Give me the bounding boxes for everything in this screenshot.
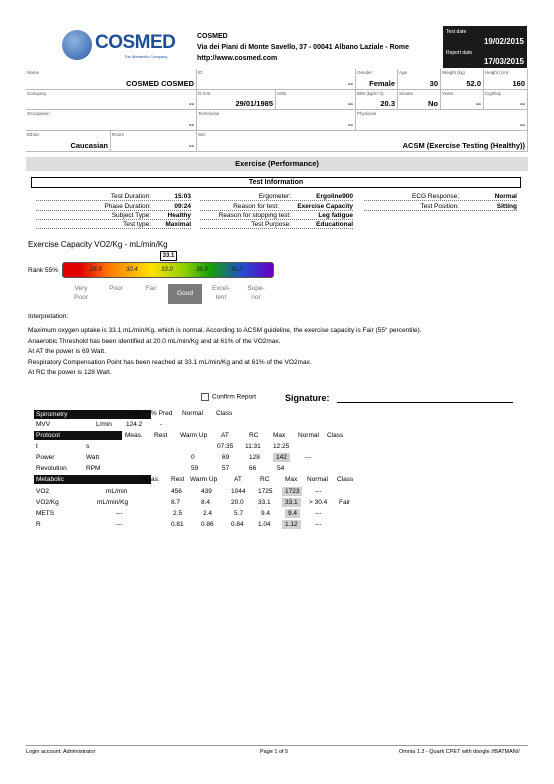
field-id: ID --	[197, 69, 356, 90]
cell: 0.86	[201, 521, 214, 528]
col-header: AT	[221, 432, 229, 439]
company-info	[197, 31, 409, 64]
category-poor: Poor	[109, 285, 123, 292]
cell: 124.2	[126, 421, 143, 428]
report-date: 17/03/2015	[483, 57, 524, 66]
row-name: METS	[36, 510, 55, 517]
cell-class: Fair	[339, 499, 351, 506]
field-ethnic: Ethnic Caucasian	[26, 131, 111, 152]
row-unit: L/min	[96, 421, 112, 428]
spirometry-header: Spirometry	[34, 410, 151, 419]
date-box	[443, 26, 527, 68]
col-header: Rest	[171, 476, 185, 483]
col-header: % Pred	[151, 410, 173, 417]
threshold-label: 33.0	[161, 267, 173, 273]
capacity-marker: 33.1	[160, 251, 177, 261]
cell-max-highlight: 142	[273, 453, 290, 462]
category-very-poor: Very Poor	[74, 285, 88, 301]
field-bmi: BMI (kg/m^2) 20.3	[356, 90, 398, 110]
field-physician: Physician --	[356, 110, 528, 131]
col-header: Normal	[182, 410, 203, 417]
threshold-label: 26.9	[90, 267, 102, 273]
field-dob: D.O.B. 29/01/1985	[197, 90, 276, 110]
cell: 128	[249, 454, 260, 461]
col-header: Warm Up	[190, 476, 218, 483]
cell: 0.84	[231, 521, 244, 528]
logo-subtitle: The Metabolic Company	[124, 54, 168, 59]
row-name: Revolution	[36, 465, 67, 472]
interpretation-line: At AT the power is 69 Watt.	[28, 348, 106, 356]
confirm-report[interactable]	[201, 393, 256, 401]
threshold-label: 30.4	[126, 267, 138, 273]
signature-label: Signature:	[285, 393, 330, 403]
row-name: R	[36, 521, 41, 528]
row-name: VO2	[36, 488, 50, 495]
field-set: Set ACSM (Exercise Testing (Healthy))	[197, 131, 528, 152]
field-ssn: SSN --	[276, 90, 356, 110]
interpretation-label: Interpretation:	[28, 313, 69, 320]
col-header: Meas.	[142, 476, 160, 483]
cell-max-highlight: 1.12	[282, 520, 301, 529]
cell: 59	[191, 465, 199, 472]
cell: ---	[315, 488, 322, 495]
threshold-label: 42.2	[231, 267, 243, 273]
col-header: Pre	[130, 410, 141, 417]
col-header: Max	[273, 432, 286, 439]
test-date: 19/02/2015	[483, 37, 524, 46]
company-name: COSMED	[197, 33, 228, 40]
col-header: RC	[260, 476, 270, 483]
cell: 54	[277, 465, 285, 472]
field-cig-day: Cig/Day --	[484, 90, 528, 110]
cell: ---	[315, 521, 322, 528]
row-unit: ---	[116, 521, 123, 528]
cell: 8.7	[171, 499, 181, 506]
cell: 0.81	[171, 521, 184, 528]
signature-line[interactable]	[337, 402, 513, 403]
test-info-row: ECG Response: Normal	[364, 192, 517, 201]
category-excellent: Excel- lent	[211, 285, 231, 301]
test-info-row: Test Position: Sitting	[364, 202, 517, 211]
cell-max-highlight: 9.4	[285, 509, 300, 518]
field-name: Name COSMED COSMED	[26, 69, 197, 90]
capacity-title: Exercise Capacity VO2/Kg - mL/min/Kg	[28, 240, 168, 249]
company-address: Via dei Piani di Monte Savello, 37 - 00041 Albano Laziale - Rome	[197, 44, 410, 51]
interpretation-line: Anaerobic Threshold has been identified at 20.0 mL/min/Kg and at 61% of the VO2max.	[28, 337, 281, 345]
col-header: Normal	[298, 432, 319, 439]
section-title-bar: Exercise (Performance)	[26, 157, 528, 171]
cell: 66	[249, 465, 257, 472]
cell: -	[160, 421, 163, 428]
company-url: http://www.cosmed.com	[197, 55, 278, 62]
cell: 07:35	[217, 443, 234, 450]
field-age: Age 30	[398, 69, 441, 90]
row-name: t	[36, 443, 38, 450]
col-header: Class	[337, 476, 354, 483]
col-header: Rest	[154, 432, 168, 439]
interpretation-line: Respiratory Compensation Point has been reached at 33.1 mL/min/Kg and at 61% of the VO2max.	[28, 358, 312, 366]
cell: 11:31	[245, 443, 261, 450]
rank-label: Rank 55%	[28, 267, 58, 274]
test-info-title: Test Information	[31, 177, 521, 188]
footer-divider	[26, 745, 528, 746]
cell: 9.4	[261, 510, 271, 517]
cell: 2.4	[203, 510, 213, 517]
field-company: Company --	[26, 90, 197, 110]
category-superior: Supe- rior	[247, 285, 265, 301]
capacity-color-bar	[62, 262, 274, 278]
col-header: Normal	[307, 476, 328, 483]
test-info-row: Subject Type: Healthy	[36, 211, 191, 220]
cell: 1725	[258, 488, 273, 495]
col-header: Class	[216, 410, 233, 417]
report-date-label: Report date	[446, 50, 473, 56]
cell: 8.4	[201, 499, 211, 506]
test-date-label: Test date	[446, 29, 467, 35]
field-gender: Gender Female	[356, 69, 398, 90]
test-info-row: Reason for test: Exercise Capacity	[200, 202, 353, 211]
field-technician: Technician --	[197, 110, 356, 131]
row-unit: mL/min/Kg	[97, 499, 129, 506]
test-info-row: Ergometer: Ergoline900	[200, 192, 353, 201]
threshold-label: 36.9	[196, 267, 208, 273]
cell: ---	[305, 454, 312, 461]
field-weight: Weight (kg) 52.0	[441, 69, 484, 90]
field-occupation: Occupation --	[26, 110, 197, 131]
interpretation-line: Maximum oxygen uptake is 33.1 mL/min/Kg, which is normal. According to ACSM guideline, the exercise capacity is Fair (55° percentile).	[28, 327, 422, 335]
protocol-header: Protocol	[34, 431, 122, 440]
test-info-row: Phase Duration: 09:24	[36, 202, 191, 211]
cell: 69	[222, 454, 230, 461]
row-unit: mL/min	[106, 488, 128, 495]
row-unit: Watt	[86, 454, 100, 461]
row-unit: s	[86, 443, 90, 450]
category-good: Good	[168, 284, 202, 304]
category-fair: Fair	[145, 285, 157, 292]
logo-text: COSMED	[95, 32, 176, 53]
confirm-checkbox[interactable]	[201, 393, 209, 401]
cosmed-logo	[62, 30, 176, 64]
cell: 33.1	[258, 499, 271, 506]
col-header: Warm Up	[180, 432, 208, 439]
cell: 20.0	[231, 499, 244, 506]
cell: 12:25	[273, 443, 290, 450]
cell: 1.04	[258, 521, 271, 528]
col-header: AT	[234, 476, 242, 483]
field-room: Room --	[111, 131, 197, 152]
col-header: Class	[327, 432, 344, 439]
field-smoke: Smoke No	[398, 90, 441, 110]
cell: > 30.4	[309, 499, 328, 506]
globe-logo-icon	[62, 30, 92, 60]
row-name: VO2/Kg	[36, 499, 59, 506]
cell: ---	[315, 510, 322, 517]
footer-software: Omnia 1.3 - Quark CPET with dongle //BATMAN//	[399, 749, 520, 755]
cell-max-highlight: 1723	[282, 487, 302, 496]
confirm-label: Confirm Report	[212, 393, 257, 401]
row-name: MVV	[36, 421, 51, 428]
test-info-row: Reason for stopping test: Leg fatigue	[200, 211, 353, 220]
col-header: Meas.	[125, 432, 143, 439]
cell: 57	[222, 465, 230, 472]
footer-page: Page 1 of 5	[260, 749, 289, 755]
test-info-row: Test Purpose: Educational	[200, 220, 353, 229]
col-header: RC	[249, 432, 259, 439]
cell: 5.7	[234, 510, 244, 517]
cell: 0	[191, 454, 195, 461]
test-info-row: Test Duration: 15:03	[36, 192, 191, 201]
footer-login: Login account: Administrator	[26, 749, 96, 755]
metabolic-header: Metabolic	[34, 475, 151, 484]
cell: 456	[171, 488, 182, 495]
interpretation	[28, 312, 528, 378]
test-info-row: Test type: Maximal	[36, 220, 191, 229]
cell-max-highlight: 33.1	[282, 498, 301, 507]
cell: 439	[201, 488, 212, 495]
row-name: Power	[36, 454, 55, 461]
interpretation-line: At RC the power is 128 Watt.	[28, 369, 112, 377]
cell: 1044	[231, 488, 246, 495]
col-header: Max	[285, 476, 298, 483]
cell: 2.5	[173, 510, 183, 517]
field-years: Years --	[441, 90, 484, 110]
row-unit: ---	[116, 510, 123, 517]
row-unit: RPM	[86, 465, 101, 472]
field-height: Height (cm) 160	[484, 69, 528, 90]
